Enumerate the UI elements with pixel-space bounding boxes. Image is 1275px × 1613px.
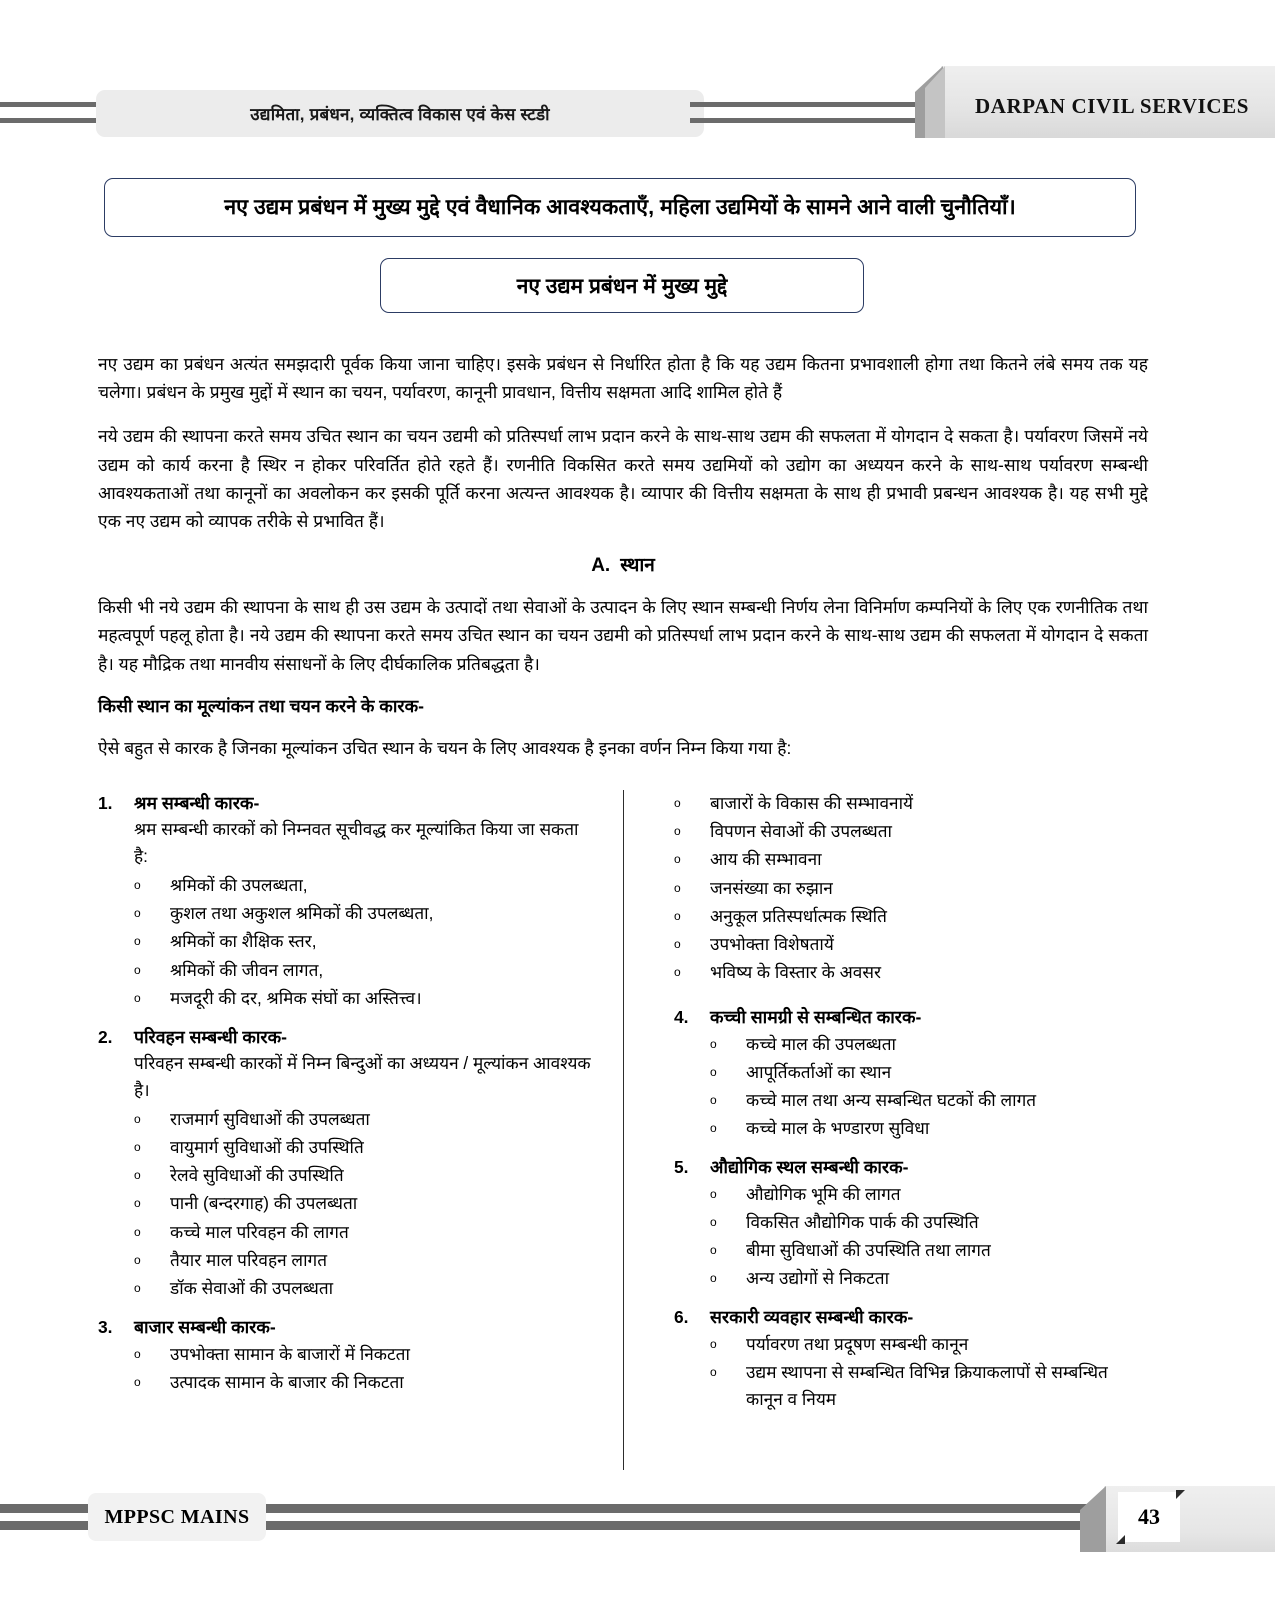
header-rail-mid-bottom: [690, 118, 920, 123]
paragraph-3: किसी भी नये उद्यम की स्थापना के साथ ही उस उद्यम के उत्पादों तथा सेवाओं के उत्पादन के लिए स्थान सम्बन्धी निर्णय लेना विनिर्माण कम्पनियों के लिए एक रणनीतिक तथा महत्वपूर्ण पहलू होता है। नये उद्यम की स्थापना करते समय उचित स्थान का चयन उद्यमी को प्रतिस्पर्धा लाभ प्रदान करने के साथ-साथ उद्यम की सफलता में योगदान दे सकता है। यह मौद्रिक तथा मानवीय संसाधनों के लिए दीर्घकालिक प्रतिबद्धता है।: [98, 597, 1148, 674]
numbered-item-6-bullets: [674, 1331, 1148, 1414]
list-item: [710, 1087, 1148, 1114]
hollow-bullet-icon: o: [674, 796, 681, 810]
list-item-label: श्रमिकों की जीवन लागत,: [170, 959, 324, 980]
numbered-item-6-row: [674, 1304, 1148, 1330]
numbered-item-1-bullets: [98, 872, 597, 1012]
numbered-item-3-bullets-continued: [674, 790, 1148, 986]
hollow-bullet-icon: o: [674, 880, 681, 895]
hollow-bullet-icon: o: [134, 1224, 141, 1239]
list-item: [134, 1162, 597, 1189]
list-item: [710, 1237, 1148, 1264]
hollow-bullet-icon: o: [134, 1374, 141, 1389]
numbered-item-5-bullets: [674, 1181, 1148, 1293]
article-body: [98, 350, 1148, 762]
list-item-label: कच्चे माल परिवहन की लागत: [170, 1221, 349, 1242]
numbered-item-1: [98, 790, 597, 1012]
list-item: [710, 1265, 1148, 1292]
header-right-banner: [915, 66, 1275, 138]
list-item: [134, 928, 597, 955]
hollow-bullet-icon: o: [710, 1271, 717, 1286]
list-item-label: विपणन सेवाओं की उपलब्धता: [710, 821, 892, 842]
numbered-item-5: [674, 1154, 1148, 1292]
list-item-label: रेलवे सुविधाओं की उपस्थिति: [170, 1165, 344, 1186]
numbered-item-5-marker: 5.: [674, 1157, 689, 1178]
hollow-bullet-icon: o: [134, 878, 141, 893]
numbered-item-2-row: [98, 1024, 597, 1050]
list-item-label: उत्पादक सामान के बाजार की निकटता: [170, 1371, 404, 1392]
hollow-bullet-icon: o: [134, 990, 141, 1005]
numbered-item-6-marker: 6.: [674, 1307, 689, 1328]
hollow-bullet-icon: o: [674, 965, 681, 980]
hollow-bullet-icon: o: [134, 906, 141, 921]
list-item-label: आय की सम्भावना: [710, 849, 822, 870]
page-header: [0, 88, 1275, 140]
list-item: [710, 1359, 1148, 1413]
list-item-label: जनसंख्या का रुझान: [710, 877, 833, 898]
numbered-item-5-title: औद्योगिक स्थल सम्बन्धी कारक-: [710, 1157, 909, 1178]
list-item: [134, 1247, 597, 1274]
hollow-bullet-icon: o: [710, 1121, 717, 1136]
list-item-label: भविष्य के विस्तार के अवसर: [710, 962, 881, 983]
list-item-label: कच्चे माल की उपलब्धता: [746, 1033, 897, 1054]
paragraph-4: ऐसे बहुत से कारक है जिनका मूल्यांकन उचित स्थान के चयन के लिए आवश्यक है इनका वर्णन निम्न किया गया है:: [98, 737, 792, 758]
subtitle: नए उद्यम प्रबंधन में मुख्य मुद्दे: [516, 274, 728, 298]
header-rail-left-bottom: [0, 118, 108, 123]
paragraph-2: नये उद्यम की स्थापना करते समय उचित स्थान का चयन उद्यमी को प्रतिस्पर्धा लाभ प्रदान करने के साथ-साथ उद्यम की सफलता में योगदान दे सकता है। पर्यावरण जिसमें नये उद्यम को कार्य करना है स्थिर न होकर परिवर्तित होते रहते हैं। रणनीति विकसित करते समय उद्यमियों को उद्योग का अध्ययन करने के साथ-साथ पर्यावरण सम्बन्धी आवश्यकताओं तथा कानूनों का अवलोकन कर इसकी पूर्ति करना अत्यन्त आवश्यक है। व्यापार की वित्तीय सक्षमता के साथ ही प्रभावी प्रबन्धन आवश्यक है। यह सभी मुद्दे एक नए उद्यम को व्यापक तरीके से प्रभावित हैं।: [98, 426, 1148, 531]
numbered-item-1-title: श्रम सम्बन्धी कारक-: [134, 793, 260, 813]
hollow-bullet-icon: o: [710, 1064, 717, 1079]
page-title-box: [104, 178, 1136, 237]
hollow-bullet-icon: o: [710, 1243, 717, 1258]
section-heading-a-label: A.: [591, 555, 611, 577]
numbered-item-1-marker: 1.: [98, 793, 113, 813]
list-item: [134, 1134, 597, 1161]
list-item-label: औद्योगिक भूमि की लागत: [746, 1183, 901, 1204]
section-heading-a: [98, 551, 1148, 577]
numbered-item-3-title: बाजार सम्बन्धी कारक-: [134, 1317, 276, 1338]
list-item-label: राजमार्ग सुविधाओं की उपलब्धता: [170, 1108, 370, 1129]
list-item: [134, 957, 597, 984]
list-item: [674, 903, 1148, 930]
factors-heading: किसी स्थान का मूल्यांकन तथा चयन करने के कारक-: [98, 695, 424, 716]
header-right-banner-text: DARPAN CIVIL SERVICES: [975, 94, 1250, 118]
numbered-item-4-bullets: [674, 1031, 1148, 1143]
list-item-label: अन्य उद्योगों से निकटता: [746, 1268, 890, 1289]
numbered-item-5-row: [674, 1154, 1148, 1180]
list-item-label: विकसित औद्योगिक पार्क की उपस्थिति: [746, 1211, 979, 1232]
hollow-bullet-icon: o: [674, 908, 681, 923]
hollow-bullet-icon: o: [710, 1364, 717, 1379]
hollow-bullet-icon: o: [710, 1186, 717, 1201]
page-title: नए उद्यम प्रबंधन में मुख्य मुद्दे एवं वैधानिक आवश्यकताएँ, महिला उद्यमियों के सामने आने वाली चुनौतियाँ।: [224, 194, 1016, 219]
list-item: [674, 931, 1148, 958]
numbered-item-3: [98, 1314, 597, 1396]
list-item-label: अनुकूल प्रतिस्पर्धात्मक स्थिति: [710, 905, 887, 926]
footer-page-number-bevel: [1080, 1486, 1106, 1552]
hollow-bullet-icon: o: [674, 824, 681, 839]
numbered-item-4: [674, 1004, 1148, 1142]
list-item: [710, 1181, 1148, 1208]
list-column-right: [623, 790, 1148, 1470]
hollow-bullet-icon: o: [134, 934, 141, 949]
numbered-item-1-desc: श्रम सम्बन्धी कारकों को निम्नवत सूचीवद्ध कर मूल्यांकित किया जा सकता है:: [134, 819, 579, 867]
list-item: [134, 1219, 597, 1246]
list-item: [710, 1331, 1148, 1358]
hollow-bullet-icon: o: [134, 962, 141, 977]
list-item: [710, 1115, 1148, 1142]
footer-corner-tick-top: [1176, 1490, 1185, 1499]
hollow-bullet-icon: o: [134, 1252, 141, 1267]
list-item: [674, 818, 1148, 845]
numbered-item-2-marker: 2.: [98, 1026, 113, 1047]
list-item-label: कुशल तथा अकुशल श्रमिकों की उपलब्धता,: [170, 903, 434, 924]
list-item: [674, 959, 1148, 986]
list-item-label: बाजारों के विकास की सम्भावनायें: [710, 793, 914, 813]
footer-left-badge-text: MPPSC MAINS: [104, 1505, 250, 1528]
section-heading-a-title: स्थान: [620, 555, 655, 577]
list-item: [710, 1059, 1148, 1086]
numbered-item-2-desc: परिवहन सम्बन्धी कारकों में निम्न बिन्दुओं का अध्ययन / मूल्यांकन आवश्यक है।: [134, 1053, 591, 1101]
hollow-bullet-icon: o: [134, 1280, 141, 1295]
numbered-item-1-row: [98, 790, 597, 816]
list-item: [134, 1369, 597, 1396]
footer-left-badge: [88, 1493, 266, 1541]
list-item-label: कच्चे माल के भण्डारण सुविधा: [746, 1118, 930, 1139]
list-item-label: उद्यम स्थापना से सम्बन्धित विभिन्न क्रियाकलापों से सम्बन्धित कानून व नियम: [746, 1361, 1108, 1410]
list-item-label: बीमा सुविधाओं की उपस्थिति तथा लागत: [746, 1240, 991, 1261]
list-item-label: कच्चे माल तथा अन्य सम्बन्धित घटकों की लागत: [746, 1089, 1037, 1110]
list-item-label: डॉक सेवाओं की उपलब्धता: [170, 1277, 334, 1298]
list-item: [674, 875, 1148, 902]
list-item: [134, 1106, 597, 1133]
list-item: [134, 872, 597, 899]
list-item-label: वायुमार्ग सुविधाओं की उपस्थिति: [170, 1137, 364, 1158]
numbered-item-3-bullets: [98, 1341, 597, 1396]
list-item-label: उपभोक्ता विशेषतायें: [710, 933, 834, 954]
list-item-label: पर्यावरण तथा प्रदूषण सम्बन्धी कानून: [746, 1333, 969, 1354]
list-item-label: उपभोक्ता सामान के बाजारों में निकटता: [170, 1343, 410, 1364]
numbered-item-6: [674, 1304, 1148, 1413]
numbered-item-4-marker: 4.: [674, 1007, 689, 1028]
list-item-label: पानी (बन्दरगाह) की उपलब्धता: [170, 1193, 358, 1214]
numbered-item-2: [98, 1024, 597, 1302]
footer-corner-tick-bottom: [1116, 1535, 1125, 1544]
numbered-item-2-title: परिवहन सम्बन्धी कारक-: [134, 1026, 287, 1047]
numbered-item-2-bullets: [98, 1106, 597, 1302]
list-item: [710, 1209, 1148, 1236]
hollow-bullet-icon: o: [134, 1111, 141, 1126]
hollow-bullet-icon: o: [134, 1346, 141, 1361]
list-item: [134, 985, 597, 1012]
list-item: [674, 846, 1148, 873]
page-number: 43: [1118, 1492, 1180, 1542]
list-item: [674, 790, 1148, 817]
footer-page-number-block: [1080, 1486, 1275, 1552]
numbered-item-4-title: कच्ची सामग्री से सम्बन्धित कारक-: [710, 1007, 922, 1028]
hollow-bullet-icon: o: [134, 1168, 141, 1183]
numbered-item-6-title: सरकारी व्यवहार सम्बन्धी कारक-: [710, 1307, 914, 1328]
header-left-banner-text: उद्यमिता, प्रबंधन, व्यक्तित्व विकास एवं केस स्टडी: [250, 105, 550, 124]
hollow-bullet-icon: o: [674, 936, 681, 951]
list-column-left: [98, 790, 623, 1470]
subtitle-box: [380, 258, 864, 313]
hollow-bullet-icon: o: [710, 1036, 717, 1051]
page-footer: [0, 1490, 1275, 1562]
list-item-label: आपूर्तिकर्ताओं का स्थान: [746, 1061, 892, 1082]
list-item: [134, 1341, 597, 1368]
hollow-bullet-icon: o: [134, 1140, 141, 1155]
list-item-label: तैयार माल परिवहन लागत: [170, 1249, 327, 1270]
numbered-item-3-row: [98, 1314, 597, 1340]
two-column-list-area: [98, 790, 1148, 1470]
hollow-bullet-icon: o: [710, 1092, 717, 1107]
hollow-bullet-icon: o: [134, 1196, 141, 1211]
list-item: [134, 900, 597, 927]
hollow-bullet-icon: o: [710, 1214, 717, 1229]
numbered-item-3-marker: 3.: [98, 1317, 113, 1338]
list-item-label: श्रमिकों का शैक्षिक स्तर,: [170, 931, 317, 952]
list-item-label: श्रमिकों की उपलब्धता,: [170, 875, 308, 896]
hollow-bullet-icon: o: [710, 1336, 717, 1351]
header-rail-left-top: [0, 102, 108, 107]
list-item: [134, 1190, 597, 1217]
header-left-banner: [96, 90, 704, 137]
list-item: [134, 1275, 597, 1302]
header-rail-mid-top: [690, 102, 920, 107]
list-item: [710, 1031, 1148, 1058]
paragraph-1: नए उद्यम का प्रबंधन अत्यंत समझदारी पूर्वक किया जाना चाहिए। इसके प्रबंधन से निर्धारित होता है कि यह उद्यम कितना प्रभावशाली होगा तथा कितने लंबे समय तक यह चलेगा। प्रबंधन के प्रमुख मुद्दों में स्थान का चयन, पर्यावरण, कानूनी प्रावधान, वित्तीय सक्षमता आदि शामिल होते हैं: [98, 354, 1148, 403]
hollow-bullet-icon: o: [674, 852, 681, 867]
list-item-label: मजदूरी की दर, श्रमिक संघों का अस्तित्त्व।: [170, 987, 422, 1008]
numbered-item-4-row: [674, 1004, 1148, 1030]
